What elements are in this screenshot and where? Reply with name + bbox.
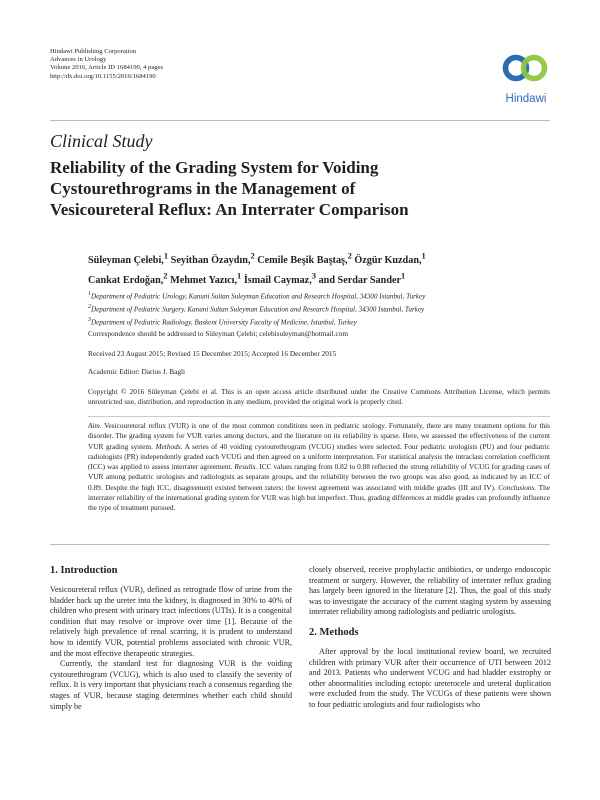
correspondence: Correspondence should be addressed to Süleyman Çelebi; celebisuleyman@hotmail.com xyxy=(88,329,349,338)
volume-line: Volume 2016, Article ID 1684190, 4 pages xyxy=(50,64,164,72)
author: Seyithan Özaydın,$^2$ xyxy=(170,251,255,267)
journal-info xyxy=(50,48,163,81)
abstract-aim-label: Aim. xyxy=(88,421,102,430)
section-heading-introduction: 1. Introduction xyxy=(50,565,118,576)
author: Özgür Kuzdan,$^1$ xyxy=(354,251,426,267)
author: Cankat Erdoğan,$^2$ xyxy=(88,270,168,287)
article-dates: Received 23 August 2015; Revised 15 December 2015; Accepted 16 December 2015 xyxy=(88,349,337,358)
abstract-aim: Vesicoureteral reflux (VUR) is one of the most common conditions seen in pediatric urology. Fortunately, there are many treatment options for this disorder. The grading system for VUR varies among doctors, and the literature on its reliability is sparse. Here, we assessed the effectiveness of the current VUR grading system. xyxy=(88,421,550,451)
author: İsmail Caymaz,$^3$ xyxy=(243,270,317,287)
body-column-left xyxy=(50,565,292,712)
journal-name: Advances in Urology xyxy=(50,56,107,64)
affiliation: $^1$Department of Pediatric Urology, Kanuni Sultan Suleyman Education and Research Hospital, 34300 Istanbul, Turkey xyxy=(88,291,426,301)
hindawi-logo-text: Hindawi xyxy=(505,93,547,105)
title-line: Vesicoureteral Reflux: An Interrater Comparison xyxy=(50,200,409,219)
abstract-methods: A series of 40 voiding cystourethrogram (VCUG) studies were selected. Four pediatric urologists (PU) and four pediatric radiologists (PR) independently graded each VCUG and then agreed on a uniform interpretation. For statistical analysis the intraclass correlation coefficient (ICC) was applied to assess interrater agreement. xyxy=(88,441,550,472)
study-type: Clinical Study xyxy=(50,131,153,151)
body-column-right xyxy=(309,565,551,711)
abstract-results: ICC values ranging from 0.82 to 0.88 reflected the strong reliability of VCUG for grading cases of VUR among pediatric urologists and radiologists as separate groups, and the reliability between the two groups was also good, as indicated by an ICC of 0.89. Despite the high ICC, disagreement existed between raters; the lowest agreement was associated with middle grades (III and IV). xyxy=(88,462,550,492)
copyright-notice: Copyright © 2016 Süleyman Çelebi et al. This is an open access article distributed under the Creative Commons Attribution License, which permits unrestricted use, distribution, and reproduction in any medium, provided the original work is properly cited. xyxy=(88,387,550,406)
section-heading-methods: 2. Methods xyxy=(309,626,359,638)
author: and Serdar Sander$^1$ xyxy=(318,270,406,287)
abstract-conclusions: The interrater reliability of the international grading system for VUR was high but imperfect. Thus, grading differences at middle grades can profoundly influence the type of treatment pursued. xyxy=(88,482,550,513)
author: Süleyman Çelebi,$^1$ xyxy=(88,251,169,267)
paragraph: Vesicoureteral reflux (VUR), defined as retrograde flow of urine from the bladder back up the ureter into the kidney, is diagnosed in 30% to 40% of children who present with urinary tract infections (UTIs). It is a congenital condition that may resolve or improve over time [1]. Because of the relatively high prevalence of renal scarring, it is prudent to understand how to identify VUR, potential problems associated with chronic VUR, and the most effective therapeutic strategies. xyxy=(50,585,292,658)
affiliation: $^2$Department of Pediatric Surgery, Kanuni Sultan Suleyman Education and Research Hospital, 34300 Istanbul, Turkey xyxy=(88,304,425,314)
affiliation: $^3$Department of Pediatric Radiology, Baskent University Faculty of Medicine, Istanbul, Turkey xyxy=(88,317,357,327)
header-divider xyxy=(50,120,550,121)
publisher: Hindawi Publishing Corporation xyxy=(50,48,137,55)
abstract xyxy=(88,421,550,514)
author: Cemile Beşik Baştaş,$^2$ xyxy=(257,251,352,267)
paragraph: Currently, the standard test for diagnosing VUR is the voiding cystourethrogram (VCUG), which is also used to classify the severity of reflux. It is very important that physicians reach a consensus regarding the stages of VUR, because staging determines whether each child should simply be xyxy=(50,659,292,711)
doi-link[interactable]: http://dx.doi.org/10.1155/2016/1684190 xyxy=(50,72,156,80)
paragraph: closely observed, receive prophylactic antibiotics, or undergo endoscopic treatment or surgery. However, the reliability of interrater reflux grading has largely been ignored in the literature [2]. Thus, the goal of this study was to investigate the accuracy of the current staging system by assessing interrater reliability among radiologists and pediatric urologists. xyxy=(309,565,551,617)
title-line: Cystourethrograms in the Management of xyxy=(50,179,356,198)
abstract-divider xyxy=(88,416,550,417)
abstract-conclusions-label: Conclusions. xyxy=(498,482,537,492)
title-line: Reliability of the Grading System for Voiding xyxy=(50,158,379,177)
academic-editor: Academic Editor: Darius J. Bagli xyxy=(88,367,186,376)
author: Mehmet Yazıcı,$^1$ xyxy=(170,270,242,287)
paragraph: After approval by the local institutional review board, we recruited children with primary VUR after their occurrence of UTI between 2012 and 2013. Patients who underwent VCUG and had bladder exstrophy or other abnormalities including ectopic ureterocele and ureteral duplication were excluded from the study. The VCUGs of these patients were shown to four pediatric urologists and four radiologists who xyxy=(309,646,551,709)
body-divider xyxy=(50,544,550,545)
author-list xyxy=(88,249,558,289)
paper-title xyxy=(50,157,550,220)
affiliations xyxy=(88,289,558,328)
abstract-results-label: Results. xyxy=(234,462,258,472)
abstract-methods-label: Methods. xyxy=(155,441,183,451)
